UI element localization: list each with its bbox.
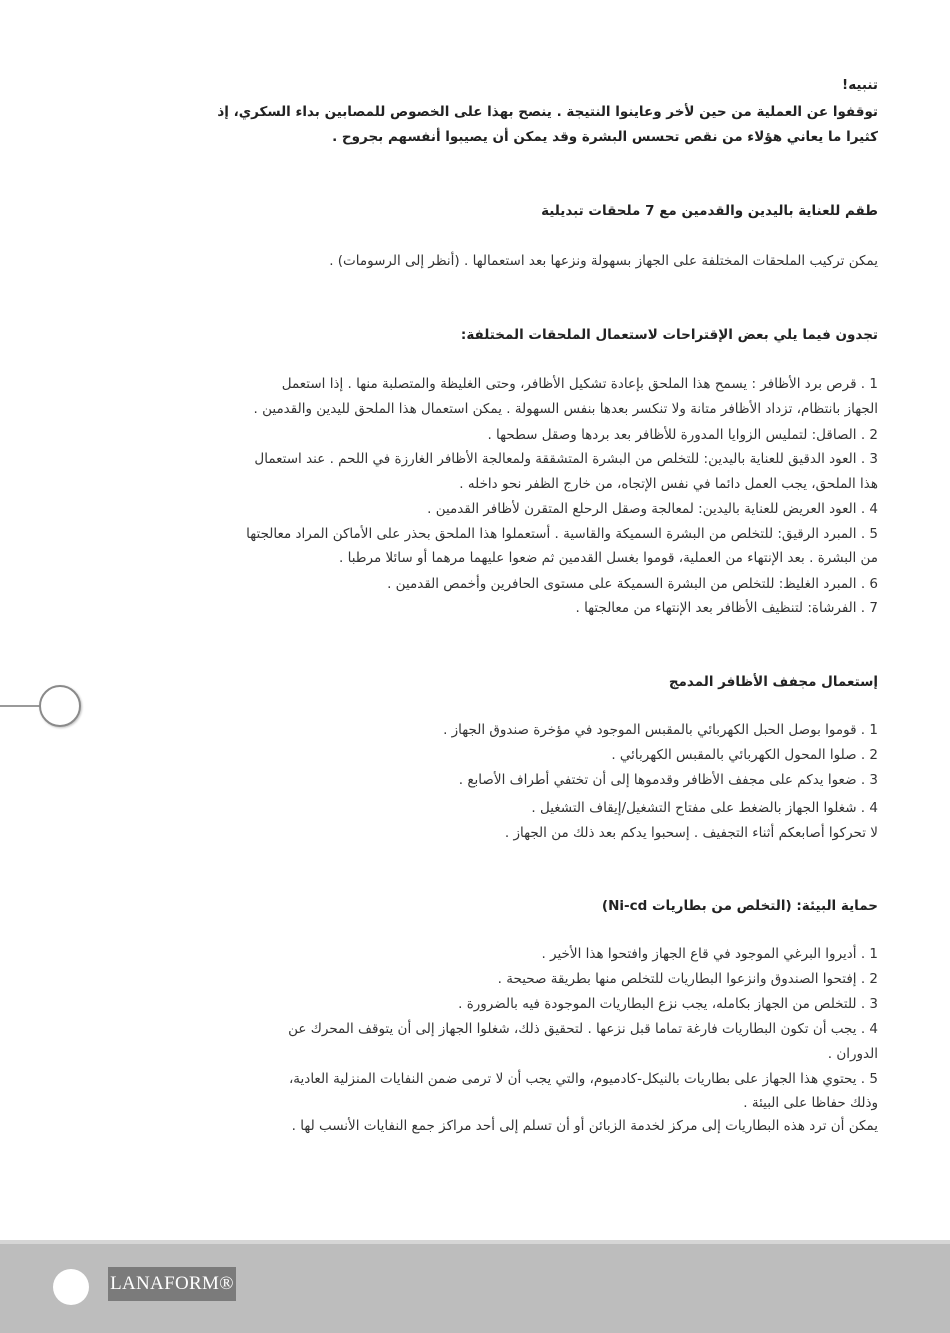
suggestion-line: 6 . المبرد الغليظ: للتخلص من البشرة السميكة على مستوى الحافرين وأخمص القدمين .: [387, 576, 878, 592]
warning-title: تنبيه!: [842, 77, 878, 93]
set-heading: طقم للعناية باليدين والقدمين مع 7 ملحقات تبديلية: [541, 203, 878, 219]
dryer-line: لا تحركوا أصابعكم أثناء التجفيف . إسحبوا يدكم بعد ذلك من الجهاز .: [504, 825, 878, 841]
environment-line: 1 . أديروا البرغي الموجود في قاع الجهاز وافتحوا هذا الأخير .: [541, 946, 878, 962]
environment-line: وذلك حفاظا على البيئة .: [743, 1095, 878, 1111]
environment-heading: حماية البيئة: (التخلص من بطاريات Ni-cd): [601, 898, 878, 914]
environment-line: يمكن أن ترد هذه البطاريات إلى مركز لخدمة الزبائن أو أن تسلم إلى أحد مراكز جمع النفايات الأنسب لها .: [291, 1118, 878, 1134]
environment-line: 3 . للتخلص من الجهاز بكامله، يجب نزع البطاريات الموجودة فيه بالضرورة .: [458, 996, 878, 1012]
environment-line: الدوران .: [827, 1046, 878, 1062]
suggestion-line: من البشرة . بعد الإنتهاء من العملية، قوموا بغسل القدمين ثم ضعوا عليهما مرهما أو سائلا مرطبا .: [339, 550, 878, 566]
suggestion-line: 7 . الفرشاة: لتنظيف الأظافر بعد الإنتهاء من معالجتها .: [575, 600, 878, 616]
margin-tab-line: [0, 705, 44, 707]
suggestion-line: 2 . الصاقل: لتمليس الزوايا المدورة للأظافر بعد بردها وصقل سطحها .: [487, 427, 878, 443]
environment-line: 4 . يجب أن تكون البطاريات فارغة تماما قبل نزعها . لتحقيق ذلك، شغلوا الجهاز إلى أن يتوقف المحرك عن: [288, 1021, 878, 1037]
suggestion-line: 4 . العود العريض للعناية باليدين: لمعالجة وصقل الرحلع المتقرن لأظافر القدمين .: [427, 501, 878, 517]
suggestion-line: الجهاز بانتظام، تزداد الأظافر متانة ولا تنكسر بعدها بنفس السهولة . يمكن استعمال هذا الملحق لليدين والقدمين .: [253, 401, 878, 417]
dryer-line: 4 . شغلوا الجهاز بالضغط على مفتاح التشغيل/إيقاف التشغيل .: [531, 800, 878, 816]
page-circle-icon: [53, 1269, 89, 1305]
suggestion-line: 1 . قرص برد الأظافر : يسمح هذا الملحق بإعادة تشكيل الأظافر، وحتى الغليظة والمتصلبة منها . إذا استعمل: [281, 376, 878, 392]
margin-tab-marker: [39, 685, 81, 727]
suggestion-line: هذا الملحق، يجب العمل دائما في نفس الإتجاه، من خارج الظفر نحو داخله .: [459, 476, 878, 492]
suggestion-line: 5 . المبرد الرقيق: للتخلص من البشرة السميكة والقاسية . أستعملوا هذا الملحق بحذر على الأماكن المراد معالجتها: [246, 526, 878, 542]
dryer-heading: إستعمال مجفف الأظافر المدمج: [668, 674, 878, 690]
dryer-line: 1 . قوموا بوصل الحبل الكهربائي بالمقبس الموجود في مؤخرة صندوق الجهاز .: [443, 722, 878, 738]
suggestion-line: 3 . العود الدقيق للعناية باليدين: للتخلص من البشرة المتشققة ولمعالجة الأظافر الغارزة في اللحم . عند استعمال: [254, 451, 878, 467]
brand-logo: LANAFORM®: [108, 1267, 236, 1301]
dryer-line: 3 . ضعوا يدكم على مجفف الأظافر وقدموها إلى أن تختفي أطراف الأصابع .: [458, 772, 878, 788]
warning-line-2: كثيرا ما يعاني هؤلاء من نقص تحسس البشرة وقد يمكن أن يصيبوا أنفسهم بجروح .: [332, 129, 878, 145]
dryer-line: 2 . صلوا المحول الكهربائي بالمقبس الكهربائي .: [611, 747, 878, 763]
environment-line: 5 . يحتوي هذا الجهاز على بطاريات بالنيكل-كادميوم، والتي يجب أن لا ترمى ضمن النفايات المنزلية العادية،: [288, 1071, 878, 1087]
warning-line-1: توقفوا عن العملية من حين لأخر وعاينوا النتيجة . ينصح بهذا على الخصوص للمصابين بداء السكري، إذ: [217, 104, 878, 120]
environment-line: 2 . إفتحوا الصندوق وانزعوا البطاريات للتخلص منها بطريقة صحيحة .: [497, 971, 878, 987]
suggestions-heading: تجدون فيما يلي بعض الإقتراحات لاستعمال الملحقات المختلفة:: [460, 327, 878, 343]
set-text: يمكن تركيب الملحقات المختلفة على الجهاز بسهولة ونزعها بعد استعمالها . (أنظر إلى الرسومات) .: [329, 253, 878, 269]
